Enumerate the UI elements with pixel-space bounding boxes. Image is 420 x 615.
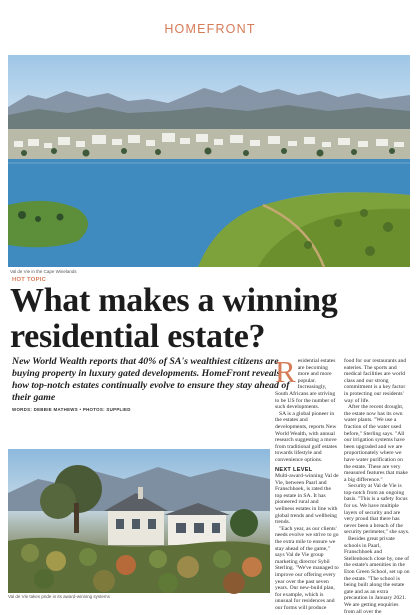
byline: WORDS: DEBBIE MATHEWS • PHOTOS: SUPPLIED [12,407,131,412]
subhead: NEXT LEVEL [275,466,313,473]
body-paragraph: SA is a global pioneer in the estates and developments, reports New World Wealth, with annual research suggesting a move from traditional golf estates towards lifestyle and convenience options. [275,410,337,463]
body-paragraph: Besides great private schools in Paarl, Franschhoek and Stellenbosch close by, one of the estate's amenities in the Eton Green School, set up on the estate. "The school is being built along the estate gate and as an extra precaution in January 2021. We are getting enquiries from all over the [344,536,410,615]
body-paragraph: Multi-award-winning Val de Vie, between Paarl and Franschhoek, is rated the top estate in SA. It has pioneered rural and wellness estates in line with global trends and wellbeing trends. [275,473,339,526]
hero-caption: Val de Vie in the Cape Winelands [10,269,77,274]
body-paragraph: "Each year, as our clients' needs evolve we strive to go the extra mile to ensure we stay ahead of the game," says Val de Vie group marketing director Sybil Sterling. "We've managed to improve our offering every year over the past seven years. Our new-build plan, for example, which is unusual for residences and our forms will produce [275,525,339,611]
hero-photo-illustration [8,55,410,267]
body-column-1 [275,354,339,611]
body-paragraph: esidential estates are becoming more and more popular. Increasingly, South Africans are striving to be US for the number of such developments. [275,358,336,411]
photo2-caption: Val de Vie takes pride in its award-winning systems [8,594,110,599]
headline: What makes a winning residential estate? [10,282,338,355]
body-paragraph: Security at Val de Vie is top-notch from an ongoing basis. "This is a safety focus for us. We have multiple layers of security and are very proud that there has never been a breach of the security perimeter," she says. [344,483,410,536]
section-title: HOMEFRONT [164,22,256,36]
kicker-label: HOT TOPIC [12,277,47,283]
estate-house-illustration [8,449,270,593]
body-column-2 [344,358,410,615]
body-paragraph: food for our restaurants and eateries. The sports and medical facilities are world class and our strong commitment is a key factor in protecting our residents' way of life. [344,358,407,404]
hero-photo [8,55,410,267]
body-paragraph: After the recent drought, the estate now has its own water plants. "We use a fraction of the water used before," Sterling says. "All our irrigation systems have been upgraded and we are proportionately where we have water purification on the estate. These are very measured features that make a big difference." [344,404,408,483]
estate-house-photo [8,449,270,593]
standfirst: New World Wealth reports that 40% of SA's wealthiest citizens are buying property in luxury gated developments. HomeFront reveals how top-notch estates continually evolve to ensure they stay ahead of their game [12,356,290,403]
drop-cap: R [275,354,296,389]
